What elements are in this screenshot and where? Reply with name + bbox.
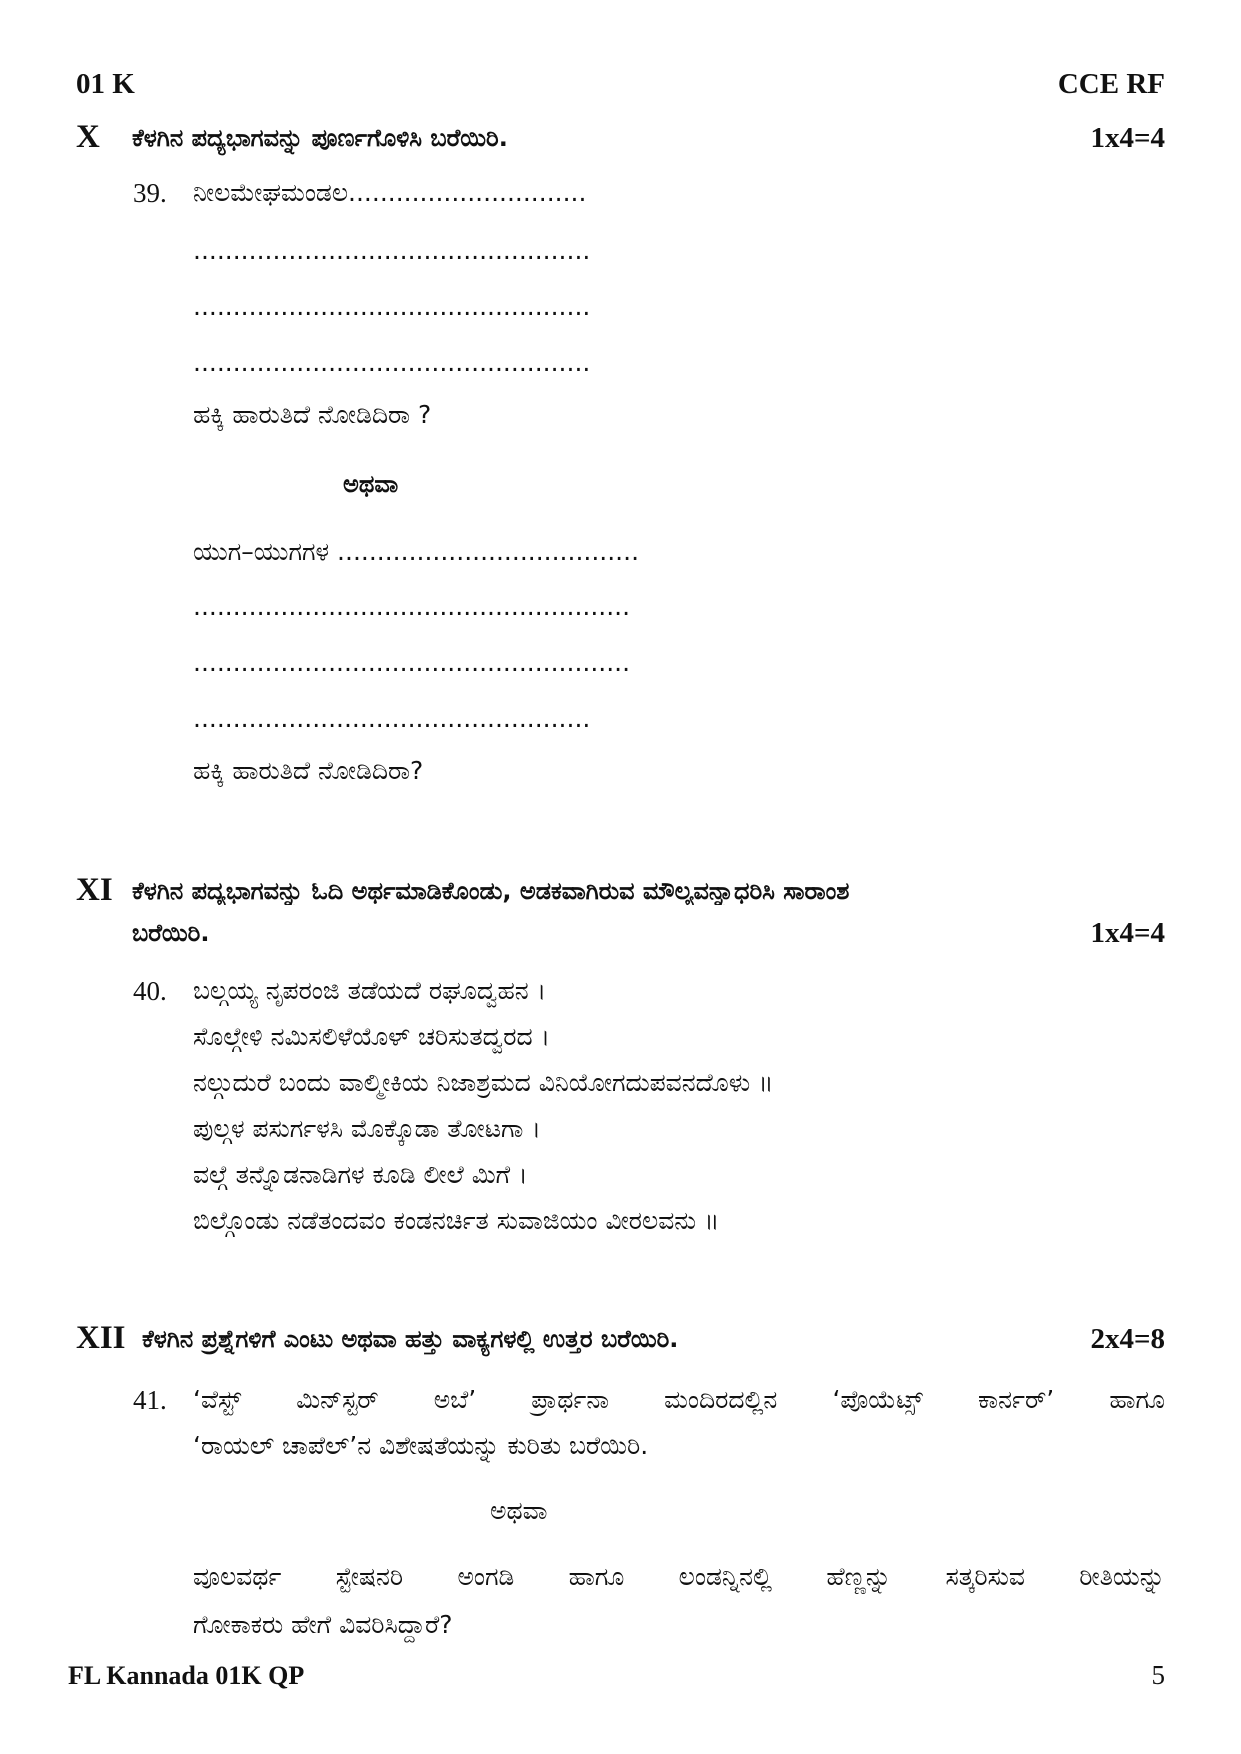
section-x-marks: 1x4=4 [1090,122,1165,154]
question-41-alt-word: ಅಂಗಡಿ [457,1562,515,1591]
question-41-alt-word: ಹೆಣ್ಣನ್ನು [826,1562,892,1591]
question-41-alt-word: ಲಂಡನ್ನಿನಲ್ಲಿ [678,1562,772,1591]
question-39-alt-blank-line: .................................................. [193,704,591,733]
question-41-alt-word: ರೀತಿಯನ್ನು [1079,1562,1165,1591]
syllabus-code: CCE RF [1057,68,1165,100]
question-39-opening-line: ನೀಲಮೇಘಮಂಡಲ.............................. [193,178,587,207]
section-xi-instruction-line1: ಕೆಳಗಿನ ಪದ್ಯಭಾಗವನ್ನು ಓದಿ ಅರ್ಥಮಾಡಿಕೊಂಡು, ಅಡಕವಾಗಿರುವ ಮೌಲ್ಯವನ್ನಾಧರಿಸಿ ಸಾರಾಂಶ [132,877,850,905]
question-39-number: 39. [133,178,167,208]
section-x-number: X [76,119,100,155]
question-39-alt-opening-line: ಯುಗ–ಯುಗಗಳ ...................................... [193,537,640,566]
paper-code: 01 K [76,68,135,100]
question-41-alt-word: ಹಾಗೂ [568,1562,625,1591]
question-40-poem-line: ಬಲ್ಗಯ್ಯ ನೃಪರಂಜಿ ತಡೆಯದೆ ರಘೂದ್ವಹನ । [193,976,547,1005]
question-39-alt-blank-line: ....................................................... [193,592,631,621]
section-xii-number: XII [76,1320,126,1356]
section-x-instruction: ಕೆಳಗಿನ ಪದ್ಯಭಾಗವನ್ನು ಪೂರ್ಣಗೊಳಿಸಿ ಬರೆಯಿರಿ. [132,124,508,152]
question-41-alt-line2: ಗೋಕಾಕರು ಹೇಗೆ ವಿವರಿಸಿದ್ದಾರೆ? [193,1610,453,1639]
question-39-blank-line: .................................................. [193,236,591,265]
question-41-or-label: ಅಥವಾ [490,1496,548,1525]
question-41-alt-word: ವೂಲವರ್ಥ [193,1562,282,1591]
question-41-word: ಪ್ರಾರ್ಥನಾ [531,1385,610,1414]
question-41-alt-line1 [193,1562,1165,1592]
question-41-word: ಮಿನ್‌ಸ್ಟರ್ [296,1385,379,1414]
question-41-word: ಕಾರ್ನರ್’ [978,1385,1055,1414]
question-41-word: ‘ಪೊಯೆಟ್ಸ್ [832,1385,923,1414]
question-40-poem-line: ಪುಲ್ಗಳ ಪಸುರ್ಗಳಸಿ ಮೊಕ್ಕೊಡಾ ತೋಟಗಾ । [193,1114,541,1143]
footer-paper-title: FL Kannada 01K QP [68,1661,305,1690]
question-41-word: ಅಬೆ’ [433,1385,477,1414]
question-41-word: ‘ವೆಸ್ಟ್ [193,1385,242,1414]
section-xi-marks: 1x4=4 [1090,917,1165,949]
question-41-word: ಹಾಗೂ [1109,1385,1165,1414]
page-number: 5 [1151,1660,1165,1690]
question-40-poem-line: ಬಿಲ್ಗೊಂಡು ನಡೆತಂದವಂ ಕಂಡನರ್ಚಿತ ಸುವಾಜಿಯಂ ವೀರಲವನು ॥ [193,1206,720,1235]
question-41-line2: ‘ರಾಯಲ್ ಚಾಪೆಲ್’ನ ವಿಶೇಷತೆಯನ್ನು ಕುರಿತು ಬರೆಯಿರಿ. [193,1431,649,1460]
question-40-poem-line: ನಲ್ಗುದುರೆ ಬಂದು ವಾಲ್ಮೀಕಿಯ ನಿಜಾಶ್ರಮದ ವಿನಿಯೋಗದುಪವನದೊಳು ॥ [193,1068,774,1097]
question-39-alt-blank-line: ....................................................... [193,648,631,677]
question-41-line1 [193,1385,1165,1415]
question-39-blank-line: .................................................. [193,348,591,377]
question-41-number: 41. [133,1385,167,1415]
section-xi-number: XI [76,872,113,908]
question-39-alt-closing-line: ಹಕ್ಕಿ ಹಾರುತಿದೆ ನೋಡಿದಿರಾ? [193,756,424,785]
question-40-number: 40. [133,976,167,1006]
question-40-poem-line: ವಲ್ಗೆ ತನ್ನೊಡನಾಡಿಗಳ ಕೂಡಿ ಲೀಲೆ ಮಿಗೆ । [193,1160,528,1189]
question-40-poem-line: ಸೊಲ್ಗೇಳಿ ನಮಿಸಲಿಳೆಯೊಳ್ ಚರಿಸುತದ್ವರದ । [193,1022,551,1051]
question-41-word: ಮಂದಿರದಲ್ಲಿನ [664,1385,778,1414]
section-xii-instruction: ಕೆಳಗಿನ ಪ್ರಶ್ನೆಗಳಿಗೆ ಎಂಟು ಅಥವಾ ಹತ್ತು ವಾಕ್ಯಗಳಲ್ಲಿ ಉತ್ತರ ಬರೆಯಿರಿ. [142,1325,679,1353]
question-41-alt-word: ಸ್ಟೇಷನರಿ [335,1562,404,1591]
section-xi-instruction-line2: ಬರೆಯಿರಿ. [132,919,210,947]
section-xii-marks: 2x4=8 [1090,1323,1165,1355]
question-39-closing-line: ಹಕ್ಕಿ ಹಾರುತಿದೆ ನೋಡಿದಿರಾ ? [193,400,432,429]
question-39-blank-line: .................................................. [193,292,591,321]
question-39-or-label: ಅಥವಾ [343,470,399,498]
question-41-alt-word: ಸತ್ಕರಿಸುವ [945,1562,1025,1591]
